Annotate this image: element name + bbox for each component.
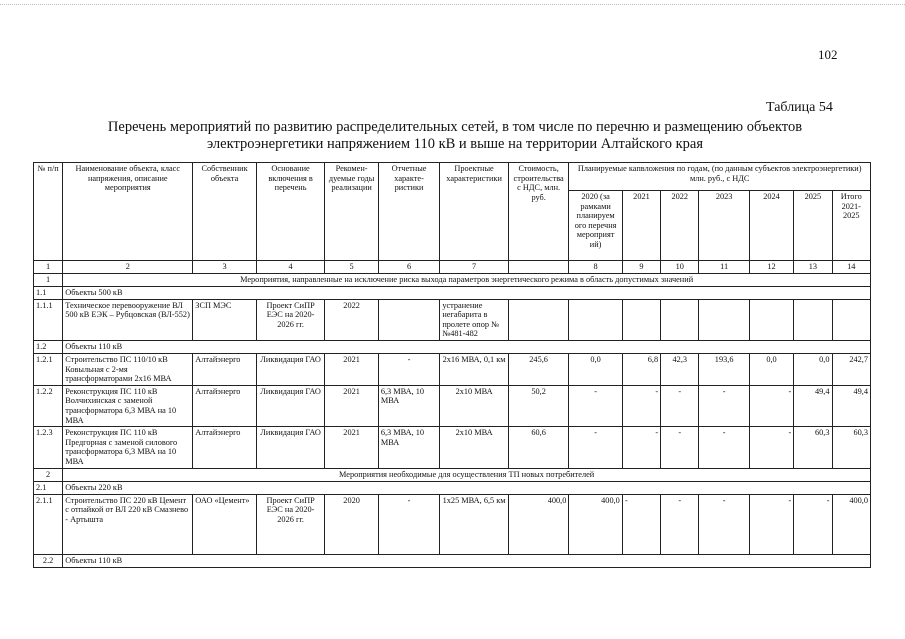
subsection-title: Объекты 220 кВ: [63, 481, 871, 494]
column-index-row: [34, 261, 871, 274]
row-2024: 0,0: [749, 353, 793, 385]
row-2021: -: [622, 427, 660, 468]
row-2023: [699, 299, 749, 340]
subsection-row: [34, 286, 871, 299]
row-cost: 245,6: [508, 353, 569, 385]
header-report: Отчетные характе-ристики: [378, 163, 440, 261]
row-years: 2021: [325, 385, 378, 426]
row-report: -: [378, 353, 440, 385]
row-2022: -: [661, 494, 699, 554]
col-index-7: 7: [440, 261, 509, 274]
header-2024: 2024: [749, 191, 793, 261]
table-row: [34, 494, 871, 554]
subsection-title: Объекты 110 кВ: [63, 340, 871, 353]
row-2020: -: [569, 427, 622, 468]
row-owner: Алтайэнерго: [193, 427, 257, 468]
col-index-blank: [508, 261, 569, 274]
row-report: 6,3 МВА, 10 МВА: [378, 385, 440, 426]
row-owner: Алтайэнерго: [193, 385, 257, 426]
row-owner: ОАО «Цемент»: [193, 494, 257, 554]
row-2021: -: [622, 494, 660, 554]
section-title: Мероприятия, направленные на исключение риска выхода параметров энергетического режима в область допустимых значений: [63, 273, 871, 286]
row-2023: 193,6: [699, 353, 749, 385]
row-2020: 400,0: [569, 494, 622, 554]
header-cost: Стоимость, строительства с НДС, млн. руб.: [508, 163, 569, 261]
header-row: [34, 163, 871, 191]
row-basis: Проект СиПР ЕЭС на 2020-2026 гг.: [256, 494, 325, 554]
row-num: 1.2.1: [34, 353, 63, 385]
col-index-11: 11: [699, 261, 749, 274]
row-2022: 42,3: [661, 353, 699, 385]
row-2020: -: [569, 385, 622, 426]
page-top-edge: [0, 0, 905, 5]
row-2021: -: [622, 385, 660, 426]
table-row: [34, 353, 871, 385]
subsection-num: 1.1: [34, 286, 63, 299]
table-number: Таблица 54: [766, 100, 833, 115]
col-index-14: 14: [832, 261, 870, 274]
col-index-5: 5: [325, 261, 378, 274]
row-report: -: [378, 494, 440, 554]
row-2022: -: [661, 427, 699, 468]
row-total: 49,4: [832, 385, 870, 426]
row-2025: [794, 299, 832, 340]
row-2023: -: [699, 427, 749, 468]
row-2022: [661, 299, 699, 340]
row-2022: -: [661, 385, 699, 426]
row-2025: 0,0: [794, 353, 832, 385]
row-2023: -: [699, 494, 749, 554]
row-2023: -: [699, 385, 749, 426]
section-row: [34, 468, 871, 481]
header-2022: 2022: [661, 191, 699, 261]
header-design: Проектные характеристики: [440, 163, 509, 261]
row-years: 2021: [325, 353, 378, 385]
row-2021: 6,8: [622, 353, 660, 385]
row-design: 2х16 МВА, 0,1 км: [440, 353, 509, 385]
row-basis: Ликвидация ГАО: [256, 427, 325, 468]
row-2025: 49,4: [794, 385, 832, 426]
col-index-13: 13: [794, 261, 832, 274]
row-report: 6,3 МВА, 10 МВА: [378, 427, 440, 468]
document-title: [60, 119, 850, 153]
row-num: 1.2.3: [34, 427, 63, 468]
header-basis: Основание включения в перечень: [256, 163, 325, 261]
table-row: [34, 299, 871, 340]
row-2024: -: [749, 494, 793, 554]
row-2025: 60,3: [794, 427, 832, 468]
header-2023: 2023: [699, 191, 749, 261]
row-years: 2022: [325, 299, 378, 340]
row-cost: [508, 299, 569, 340]
table-row: [34, 427, 871, 468]
section-num: 2: [34, 468, 63, 481]
row-total: 242,7: [832, 353, 870, 385]
subsection-row: [34, 554, 871, 567]
col-index-10: 10: [661, 261, 699, 274]
subsection-row: [34, 481, 871, 494]
row-2020: [569, 299, 622, 340]
subsection-title: Объекты 110 кВ: [63, 554, 871, 567]
col-index-6: 6: [378, 261, 440, 274]
row-2024: -: [749, 385, 793, 426]
measures-table: [33, 162, 871, 568]
row-total: 400,0: [832, 494, 870, 554]
row-name: Реконструкция ПС 110 кВ Предгорная с заменой силового трансформатора 6,3 МВА на 10 МВА: [63, 427, 193, 468]
row-design: устранение негабарита в пролете опор №№481-482: [440, 299, 509, 340]
row-2020: 0,0: [569, 353, 622, 385]
row-cost: 50,2: [508, 385, 569, 426]
row-num: 2.1.1: [34, 494, 63, 554]
subsection-row: [34, 340, 871, 353]
page-number: 102: [818, 47, 838, 62]
row-basis: Ликвидация ГАО: [256, 385, 325, 426]
section-row: [34, 273, 871, 286]
header-name: Наименование объекта, класс напряжения, описание мероприятия: [63, 163, 193, 261]
row-basis: Проект СиПР ЕЭС на 2020-2026 гг.: [256, 299, 325, 340]
header-years: Рекомен-дуемые годы реализации: [325, 163, 378, 261]
header-2020: 2020 (за рамками планируем ого перечня мероприят ий): [569, 191, 622, 261]
row-cost: 60,6: [508, 427, 569, 468]
header-2025: 2025: [794, 191, 832, 261]
header-num: № п/п: [34, 163, 63, 261]
row-years: 2020: [325, 494, 378, 554]
row-num: 1.2.2: [34, 385, 63, 426]
row-report: [378, 299, 440, 340]
col-index-12: 12: [749, 261, 793, 274]
row-owner: ЗСП МЭС: [193, 299, 257, 340]
title-line-2: электроэнергетики напряжением 110 кВ и выше на территории Алтайского края: [206, 136, 704, 152]
header-total: Итого 2021-2025: [832, 191, 870, 261]
row-2024: -: [749, 427, 793, 468]
title-line-1: Перечень мероприятий по развитию распределительных сетей, в том числе по перечню и размещению объектов: [107, 119, 803, 135]
subsection-num: 2.1: [34, 481, 63, 494]
row-name: Техническое перевооружение ВЛ 500 кВ ЕЭК – Рубцовская (ВЛ-552): [63, 299, 193, 340]
header-2021: 2021: [622, 191, 660, 261]
row-name: Реконструкция ПС 110 кВ Волчихинская с заменой трансформатора 6,3 МВА на 10 МВА: [63, 385, 193, 426]
col-index-2: 2: [63, 261, 193, 274]
header-planned: Планируемые капвложения по годам, (по данным субъектов электроэнергетики) млн. руб., с НДС: [569, 163, 871, 191]
col-index-4: 4: [256, 261, 325, 274]
table-row: [34, 385, 871, 426]
subsection-title: Объекты 500 кВ: [63, 286, 871, 299]
row-years: 2021: [325, 427, 378, 468]
row-total: [832, 299, 870, 340]
row-2025: -: [794, 494, 832, 554]
row-cost: 400,0: [508, 494, 569, 554]
section-num: 1: [34, 273, 63, 286]
col-index-9: 9: [622, 261, 660, 274]
row-design: 1х25 МВА, 6,5 км: [440, 494, 509, 554]
row-design: 2х10 МВА: [440, 427, 509, 468]
col-index-3: 3: [193, 261, 257, 274]
row-num: 1.1.1: [34, 299, 63, 340]
row-2024: [749, 299, 793, 340]
subsection-num: 1.2: [34, 340, 63, 353]
subsection-num: 2.2: [34, 554, 63, 567]
header-owner: Собственник объекта: [193, 163, 257, 261]
row-owner: Алтайэнерго: [193, 353, 257, 385]
row-design: 2х10 МВА: [440, 385, 509, 426]
section-title: Мероприятия необходимые для осуществления ТП новых потребителей: [63, 468, 871, 481]
row-name: Строительство ПС 220 кВ Цемент с отпайкой от ВЛ 220 кВ Смазнево - Артышта: [63, 494, 193, 554]
row-basis: Ликвидация ГАО: [256, 353, 325, 385]
col-index-1: 1: [34, 261, 63, 274]
col-index-8: 8: [569, 261, 622, 274]
row-name: Строительство ПС 110/10 кВ Ковыльная с 2-мя трансформаторами 2х16 МВА: [63, 353, 193, 385]
row-2021: [622, 299, 660, 340]
row-total: 60,3: [832, 427, 870, 468]
